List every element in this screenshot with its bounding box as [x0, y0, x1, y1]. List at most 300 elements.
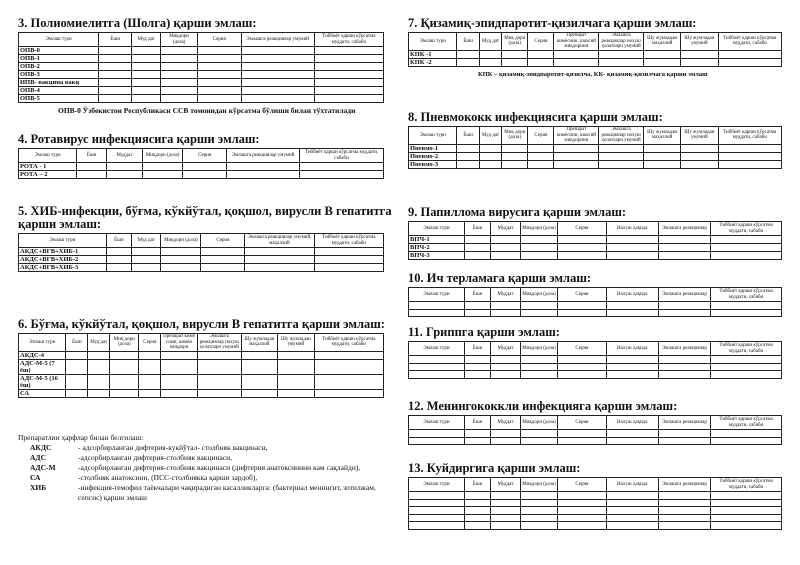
entry-cell[interactable] — [161, 264, 201, 272]
entry-cell[interactable] — [241, 374, 278, 389]
entry-cell[interactable] — [464, 522, 490, 530]
entry-cell[interactable] — [161, 359, 198, 374]
entry-cell[interactable] — [314, 374, 383, 389]
entry-cell[interactable] — [241, 95, 314, 103]
entry-cell[interactable] — [599, 160, 644, 168]
entry-cell[interactable] — [314, 79, 383, 87]
entry-cell[interactable] — [658, 492, 710, 500]
entry-cell[interactable] — [658, 430, 710, 438]
entry-cell[interactable] — [66, 359, 88, 374]
entry-cell[interactable] — [197, 351, 241, 359]
entry-cell[interactable] — [643, 144, 680, 152]
entry-cell[interactable] — [241, 63, 314, 71]
entry-cell[interactable] — [143, 171, 183, 179]
entry-cell[interactable] — [110, 374, 139, 389]
entry-cell[interactable] — [99, 87, 132, 95]
entry-cell[interactable] — [300, 171, 384, 179]
entry-cell[interactable] — [314, 248, 383, 256]
entry-cell[interactable] — [520, 309, 557, 317]
entry-cell[interactable] — [479, 58, 501, 66]
entry-cell[interactable] — [278, 351, 315, 359]
entry-cell[interactable] — [606, 244, 658, 252]
entry-cell[interactable] — [643, 152, 680, 160]
entry-cell[interactable] — [681, 160, 718, 168]
entry-cell[interactable] — [99, 55, 132, 63]
entry-cell[interactable] — [66, 389, 88, 397]
section-note: КПК – қизамиқ-эпидпаротит-қизилча, КК- қизамиқ-қизилчага қарши эмлаш — [478, 70, 708, 78]
column-header: Тиббиёт қарши кўрсатма муддати, сабаби — [711, 478, 782, 492]
entry-cell[interactable] — [245, 248, 314, 256]
entry-cell[interactable] — [606, 356, 658, 364]
section-pneumococcal — [408, 111, 782, 169]
entry-cell[interactable] — [520, 363, 557, 371]
row-label — [409, 437, 465, 445]
section-influenza — [408, 326, 782, 379]
entry-cell[interactable] — [520, 252, 557, 260]
entry-cell[interactable] — [314, 95, 383, 103]
table-header-row — [19, 33, 384, 47]
entry-cell[interactable] — [599, 50, 644, 58]
entry-cell[interactable] — [606, 437, 658, 445]
entry-cell[interactable] — [197, 55, 241, 63]
entry-cell[interactable] — [464, 309, 490, 317]
column-header: Эмлаш тури — [19, 234, 107, 248]
entry-cell[interactable] — [491, 302, 521, 310]
section-note: ОПВ-0 Ўзбекистон Республикаси ССВ томонидан кўрсатма бўлиши билан тўхтатилади — [58, 106, 356, 115]
entry-cell[interactable] — [314, 63, 383, 71]
entry-cell[interactable] — [558, 252, 606, 260]
column-header: Серия — [183, 149, 227, 163]
entry-cell[interactable] — [457, 58, 479, 66]
entry-cell[interactable] — [528, 160, 554, 168]
entry-cell[interactable] — [711, 514, 782, 522]
entry-cell[interactable] — [161, 351, 198, 359]
entry-cell[interactable] — [464, 371, 490, 379]
entry-cell[interactable] — [227, 171, 300, 179]
entry-cell[interactable] — [77, 163, 106, 171]
row-label: АКДС+ВГВ+ХИБ-1 — [19, 248, 107, 256]
entry-cell[interactable] — [161, 63, 198, 71]
entry-cell[interactable] — [711, 522, 782, 530]
entry-cell[interactable] — [201, 248, 245, 256]
column-header: Ёши — [66, 334, 88, 352]
entry-cell[interactable] — [558, 514, 606, 522]
entry-cell[interactable] — [558, 244, 606, 252]
entry-cell[interactable] — [197, 79, 241, 87]
entry-cell[interactable] — [658, 363, 710, 371]
entry-cell[interactable] — [520, 514, 557, 522]
column-header: Тиббиёт қарши кўрсатма муддати, сабаби — [718, 127, 781, 145]
entry-cell[interactable] — [457, 152, 479, 160]
table-row — [409, 252, 782, 260]
entry-cell[interactable] — [139, 351, 161, 359]
entry-cell[interactable] — [520, 236, 557, 244]
row-label: ОПВ-5 — [19, 95, 99, 103]
entry-cell[interactable] — [606, 499, 658, 507]
column-header: Ёши — [464, 416, 490, 430]
entry-cell[interactable] — [314, 87, 383, 95]
table-row — [409, 302, 782, 310]
entry-cell[interactable] — [197, 95, 241, 103]
table-row — [19, 87, 384, 95]
column-header: Нохуш ҳақида — [606, 416, 658, 430]
entry-cell[interactable] — [491, 522, 521, 530]
entry-cell[interactable] — [681, 58, 718, 66]
entry-cell[interactable] — [606, 507, 658, 515]
entry-cell[interactable] — [457, 50, 479, 58]
column-header: Муд дат — [132, 234, 161, 248]
entry-cell[interactable] — [106, 171, 143, 179]
entry-cell[interactable] — [520, 437, 557, 445]
entry-cell[interactable] — [132, 47, 161, 55]
table-row — [19, 71, 384, 79]
entry-cell[interactable] — [183, 171, 227, 179]
section-title: 8. Пневмококк инфекциясига қарши эмлаш: — [408, 110, 663, 124]
entry-cell[interactable] — [658, 437, 710, 445]
entry-cell[interactable] — [197, 87, 241, 95]
entry-cell[interactable] — [711, 430, 782, 438]
entry-cell[interactable] — [143, 163, 183, 171]
entry-cell[interactable] — [606, 492, 658, 500]
entry-cell[interactable] — [479, 50, 501, 58]
column-header: Серия — [558, 478, 606, 492]
entry-cell[interactable] — [520, 356, 557, 364]
entry-cell[interactable] — [558, 236, 606, 244]
entry-cell[interactable] — [658, 499, 710, 507]
entry-cell[interactable] — [197, 389, 241, 397]
entry-cell[interactable] — [241, 351, 278, 359]
entry-cell[interactable] — [106, 163, 143, 171]
entry-cell[interactable] — [528, 58, 554, 66]
entry-cell[interactable] — [464, 236, 490, 244]
entry-cell[interactable] — [241, 55, 314, 63]
entry-cell[interactable] — [491, 371, 521, 379]
entry-cell[interactable] — [606, 363, 658, 371]
entry-cell[interactable] — [241, 47, 314, 55]
entry-cell[interactable] — [558, 356, 606, 364]
entry-cell[interactable] — [314, 55, 383, 63]
entry-cell[interactable] — [491, 356, 521, 364]
entry-cell[interactable] — [554, 58, 599, 66]
entry-cell[interactable] — [106, 248, 132, 256]
entry-cell[interactable] — [161, 47, 198, 55]
entry-cell[interactable] — [66, 374, 88, 389]
entry-cell[interactable] — [132, 71, 161, 79]
entry-cell[interactable] — [479, 152, 501, 160]
entry-cell[interactable] — [314, 359, 383, 374]
entry-cell[interactable] — [479, 144, 501, 152]
entry-cell[interactable] — [491, 430, 521, 438]
entry-cell[interactable] — [520, 302, 557, 310]
entry-cell[interactable] — [132, 248, 161, 256]
entry-cell[interactable] — [606, 309, 658, 317]
entry-cell[interactable] — [658, 507, 710, 515]
entry-cell[interactable] — [245, 264, 314, 272]
entry-cell[interactable] — [314, 264, 383, 272]
entry-cell[interactable] — [658, 371, 710, 379]
entry-cell[interactable] — [132, 87, 161, 95]
entry-cell[interactable] — [520, 492, 557, 500]
entry-cell[interactable] — [241, 359, 278, 374]
entry-cell[interactable] — [99, 79, 132, 87]
entry-cell[interactable] — [464, 430, 490, 438]
entry-cell[interactable] — [464, 356, 490, 364]
entry-cell[interactable] — [502, 50, 528, 58]
entry-cell[interactable] — [502, 152, 528, 160]
entry-cell[interactable] — [528, 144, 554, 152]
entry-cell[interactable] — [314, 256, 383, 264]
entry-cell[interactable] — [718, 50, 781, 58]
entry-cell[interactable] — [464, 252, 490, 260]
entry-cell[interactable] — [464, 363, 490, 371]
section-mmr — [408, 17, 782, 79]
entry-cell[interactable] — [88, 351, 110, 359]
entry-cell[interactable] — [558, 371, 606, 379]
entry-cell[interactable] — [314, 389, 383, 397]
row-label: РОТА - 1 — [19, 163, 77, 171]
entry-cell[interactable] — [161, 87, 198, 95]
entry-cell[interactable] — [558, 363, 606, 371]
entry-cell[interactable] — [658, 244, 710, 252]
table-row — [19, 264, 384, 272]
entry-cell[interactable] — [132, 79, 161, 87]
entry-cell[interactable] — [161, 95, 198, 103]
entry-cell[interactable] — [491, 437, 521, 445]
entry-cell[interactable] — [464, 507, 490, 515]
entry-cell[interactable] — [711, 309, 782, 317]
entry-cell[interactable] — [88, 389, 110, 397]
entry-cell[interactable] — [245, 256, 314, 264]
entry-cell[interactable] — [161, 79, 198, 87]
table-row — [19, 47, 384, 55]
column-header: Эмлаш тури — [19, 149, 77, 163]
entry-cell[interactable] — [502, 144, 528, 152]
entry-cell[interactable] — [201, 256, 245, 264]
entry-cell[interactable] — [599, 58, 644, 66]
entry-cell[interactable] — [491, 507, 521, 515]
entry-cell[interactable] — [718, 160, 781, 168]
table-row — [409, 522, 782, 530]
entry-cell[interactable] — [457, 144, 479, 152]
entry-cell[interactable] — [528, 152, 554, 160]
entry-cell[interactable] — [558, 522, 606, 530]
entry-cell[interactable] — [658, 522, 710, 530]
entry-cell[interactable] — [606, 514, 658, 522]
entry-cell[interactable] — [658, 514, 710, 522]
entry-cell[interactable] — [711, 499, 782, 507]
entry-cell[interactable] — [711, 507, 782, 515]
column-header: Тиббиёт қарши кўрсатма муддати, сабаби — [314, 33, 383, 47]
table-row — [409, 363, 782, 371]
entry-cell[interactable] — [99, 47, 132, 55]
entry-cell[interactable] — [528, 50, 554, 58]
entry-cell[interactable] — [99, 63, 132, 71]
entry-cell[interactable] — [681, 152, 718, 160]
entry-cell[interactable] — [491, 363, 521, 371]
column-header: Муддат — [491, 288, 521, 302]
entry-cell[interactable] — [520, 499, 557, 507]
table-row — [409, 499, 782, 507]
entry-cell[interactable] — [241, 71, 314, 79]
entry-cell[interactable] — [554, 50, 599, 58]
entry-cell[interactable] — [520, 522, 557, 530]
entry-cell[interactable] — [197, 374, 241, 389]
entry-cell[interactable] — [183, 163, 227, 171]
entry-cell[interactable] — [139, 374, 161, 389]
entry-cell[interactable] — [606, 252, 658, 260]
entry-cell[interactable] — [314, 351, 383, 359]
entry-cell[interactable] — [197, 63, 241, 71]
entry-cell[interactable] — [606, 302, 658, 310]
entry-cell[interactable] — [658, 252, 710, 260]
entry-cell[interactable] — [502, 58, 528, 66]
entry-cell[interactable] — [681, 144, 718, 152]
entry-cell[interactable] — [464, 302, 490, 310]
entry-cell[interactable] — [88, 374, 110, 389]
entry-cell[interactable] — [558, 302, 606, 310]
entry-cell[interactable] — [558, 499, 606, 507]
entry-cell[interactable] — [161, 374, 198, 389]
entry-cell[interactable] — [558, 309, 606, 317]
entry-cell[interactable] — [643, 160, 680, 168]
entry-cell[interactable] — [643, 58, 680, 66]
entry-cell[interactable] — [681, 50, 718, 58]
entry-cell[interactable] — [554, 144, 599, 152]
entry-cell[interactable] — [241, 389, 278, 397]
entry-cell[interactable] — [227, 163, 300, 171]
entry-cell[interactable] — [718, 144, 781, 152]
entry-cell[interactable] — [464, 514, 490, 522]
entry-cell[interactable] — [132, 55, 161, 63]
entry-cell[interactable] — [606, 371, 658, 379]
entry-cell[interactable] — [139, 359, 161, 374]
table-row — [19, 95, 384, 103]
entry-cell[interactable] — [599, 144, 644, 152]
column-header: Шу жумладан маҳаллий — [241, 334, 278, 352]
entry-cell[interactable] — [278, 389, 315, 397]
column-header: Ёши — [464, 288, 490, 302]
entry-cell[interactable] — [241, 79, 314, 87]
entry-cell[interactable] — [161, 55, 198, 63]
entry-cell[interactable] — [558, 492, 606, 500]
entry-cell[interactable] — [491, 244, 521, 252]
entry-cell[interactable] — [558, 507, 606, 515]
entry-cell[interactable] — [491, 236, 521, 244]
entry-cell[interactable] — [491, 252, 521, 260]
entry-cell[interactable] — [718, 58, 781, 66]
entry-cell[interactable] — [711, 363, 782, 371]
entry-cell[interactable] — [278, 374, 315, 389]
entry-cell[interactable] — [464, 244, 490, 252]
row-label — [409, 514, 465, 522]
entry-cell[interactable] — [520, 244, 557, 252]
entry-cell[interactable] — [300, 163, 384, 171]
column-header: Серия — [139, 334, 161, 352]
entry-cell[interactable] — [197, 71, 241, 79]
entry-cell[interactable] — [278, 359, 315, 374]
entry-cell[interactable] — [643, 50, 680, 58]
entry-cell[interactable] — [161, 256, 201, 264]
entry-cell[interactable] — [711, 252, 782, 260]
entry-cell[interactable] — [606, 430, 658, 438]
entry-cell[interactable] — [558, 437, 606, 445]
entry-cell[interactable] — [132, 95, 161, 103]
entry-cell[interactable] — [106, 256, 132, 264]
entry-cell[interactable] — [599, 152, 644, 160]
entry-cell[interactable] — [161, 248, 201, 256]
entry-cell[interactable] — [110, 389, 139, 397]
entry-cell[interactable] — [241, 87, 314, 95]
entry-cell[interactable] — [558, 430, 606, 438]
entry-cell[interactable] — [658, 309, 710, 317]
entry-cell[interactable] — [110, 359, 139, 374]
entry-cell[interactable] — [520, 371, 557, 379]
entry-cell[interactable] — [606, 522, 658, 530]
entry-cell[interactable] — [161, 71, 198, 79]
entry-cell[interactable] — [99, 95, 132, 103]
entry-cell[interactable] — [711, 302, 782, 310]
entry-cell[interactable] — [658, 236, 710, 244]
entry-cell[interactable] — [520, 507, 557, 515]
entry-cell[interactable] — [711, 244, 782, 252]
entry-cell[interactable] — [711, 356, 782, 364]
entry-cell[interactable] — [464, 492, 490, 500]
entry-cell[interactable] — [464, 499, 490, 507]
entry-cell[interactable] — [99, 71, 132, 79]
entry-cell[interactable] — [491, 492, 521, 500]
entry-cell[interactable] — [132, 264, 161, 272]
entry-cell[interactable] — [491, 499, 521, 507]
entry-cell[interactable] — [718, 152, 781, 160]
entry-cell[interactable] — [658, 302, 710, 310]
column-header: Нохуш ҳақида — [606, 222, 658, 236]
entry-cell[interactable] — [88, 359, 110, 374]
entry-cell[interactable] — [457, 160, 479, 168]
entry-cell[interactable] — [479, 160, 501, 168]
entry-cell[interactable] — [314, 71, 383, 79]
entry-cell[interactable] — [464, 437, 490, 445]
entry-cell[interactable] — [197, 47, 241, 55]
entry-cell[interactable] — [711, 492, 782, 500]
entry-cell[interactable] — [520, 430, 557, 438]
entry-cell[interactable] — [658, 356, 710, 364]
entry-cell[interactable] — [106, 264, 132, 272]
entry-cell[interactable] — [314, 47, 383, 55]
column-header: Ёши — [457, 127, 479, 145]
entry-cell[interactable] — [161, 389, 198, 397]
entry-cell[interactable] — [201, 264, 245, 272]
entry-cell[interactable] — [110, 351, 139, 359]
entry-cell[interactable] — [491, 309, 521, 317]
entry-cell[interactable] — [132, 63, 161, 71]
table-row — [409, 160, 782, 168]
entry-cell[interactable] — [502, 160, 528, 168]
entry-cell[interactable] — [711, 371, 782, 379]
entry-cell[interactable] — [711, 437, 782, 445]
entry-cell[interactable] — [554, 160, 599, 168]
entry-cell[interactable] — [711, 236, 782, 244]
entry-cell[interactable] — [197, 359, 241, 374]
entry-cell[interactable] — [77, 171, 106, 179]
entry-cell[interactable] — [66, 351, 88, 359]
entry-cell[interactable] — [491, 514, 521, 522]
entry-cell[interactable] — [132, 256, 161, 264]
entry-cell[interactable] — [139, 389, 161, 397]
entry-cell[interactable] — [554, 152, 599, 160]
table-header-row — [19, 234, 384, 248]
entry-cell[interactable] — [606, 236, 658, 244]
table-row — [19, 256, 384, 264]
